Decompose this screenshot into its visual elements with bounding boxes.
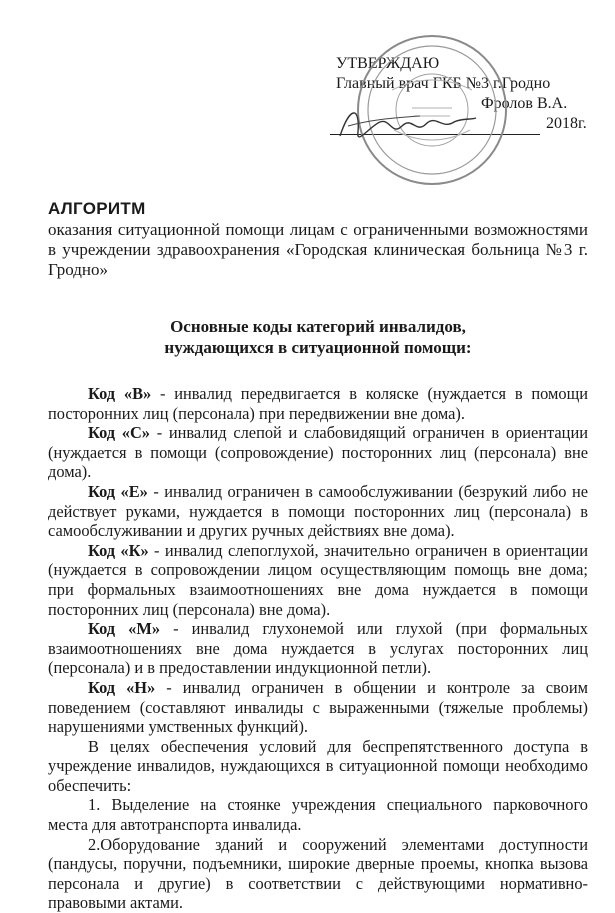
code-label: Код «К»	[88, 540, 149, 560]
code-paragraph	[48, 619, 588, 678]
code-label: Код «М»	[88, 619, 161, 639]
section-heading	[48, 316, 588, 358]
list-item: 2.Оборудование зданий и сооружений элементами доступности (пандусы, поручни, подъемники, широкие дверные проемы, кнопка вызова персонала и другие) в соответствии с действующими нормативно-правовыми актами.	[48, 834, 588, 913]
code-description: - инвалид глухонемой или глухой (при формальных взаимоотношениях вне дома нуждается в услугах посторонних лиц (персонала) и в предоставлении индукционной петли).	[48, 619, 588, 678]
code-paragraph	[48, 423, 588, 482]
code-label: Код «С»	[88, 423, 151, 443]
signature-icon	[330, 96, 480, 152]
code-description: - инвалид слепоглухой, значительно ограничен в ориентации (нуждается в сопровождении лицом осуществляющим помощь вне дома; при формальных взаимоотношениях вне дома нуждается в помощи посторонних лиц (персонала) вне дома).	[48, 540, 588, 619]
document-title: АЛГОРИТМ	[48, 199, 146, 218]
code-paragraph	[48, 541, 588, 619]
code-label: Код «Е»	[88, 481, 148, 501]
code-description: - инвалид ограничен в самообслуживании (безрукий либо не действует руками, нуждается в помощи посторонних лиц (персонала) в самообслуживании и других ручных действиях вне дома).	[48, 481, 588, 541]
approval-name: Фролов В.А.	[481, 95, 568, 112]
code-paragraph	[48, 678, 588, 737]
code-paragraph	[48, 384, 588, 423]
code-description: - инвалид передвигается в коляске (нуждается в помощи посторонних лиц (персонала) при передвижении вне дома).	[48, 384, 588, 423]
purpose-paragraph: В целях обеспечения условий для беспрепятственного доступа в учреждение инвалидов, нуждающихся в ситуационной помощи необходимо обеспечить:	[48, 736, 588, 795]
code-description: - инвалид ограничен в общении и контроле за своим поведением (составляют инвалиды с выраженными (тяжелые проблемы) нарушениями умственных функций).	[48, 677, 589, 737]
body-text	[48, 384, 588, 913]
code-paragraph	[48, 482, 588, 541]
approval-position: Главный врач ГКБ №3 г.Гродно	[336, 75, 551, 92]
list-item: 1. Выделение на стоянке учреждения специального парковочного места для автотранспорта инвалида.	[48, 795, 588, 835]
section-heading-line-2: нуждающихся в ситуационной помощи:	[164, 338, 472, 357]
code-description: - инвалид слепой и слабовидящий ограничен в ориентации (нуждается в помощи (сопровождение) посторонних лиц (персонала) вне дома).	[48, 423, 588, 482]
approval-title: УТВЕРЖДАЮ	[336, 55, 440, 72]
code-label: Код «Н»	[88, 677, 156, 697]
section-heading-line-1: Основные коды категорий инвалидов,	[170, 317, 466, 336]
code-label: Код «В»	[88, 384, 152, 403]
approval-date: 2018г.	[546, 115, 587, 132]
document-subtitle: оказания ситуационной помощи лицам с ограниченными возможностями в учреждении здравоохранения «Городская клиническая больница №3 г. Гродно»	[48, 220, 588, 279]
